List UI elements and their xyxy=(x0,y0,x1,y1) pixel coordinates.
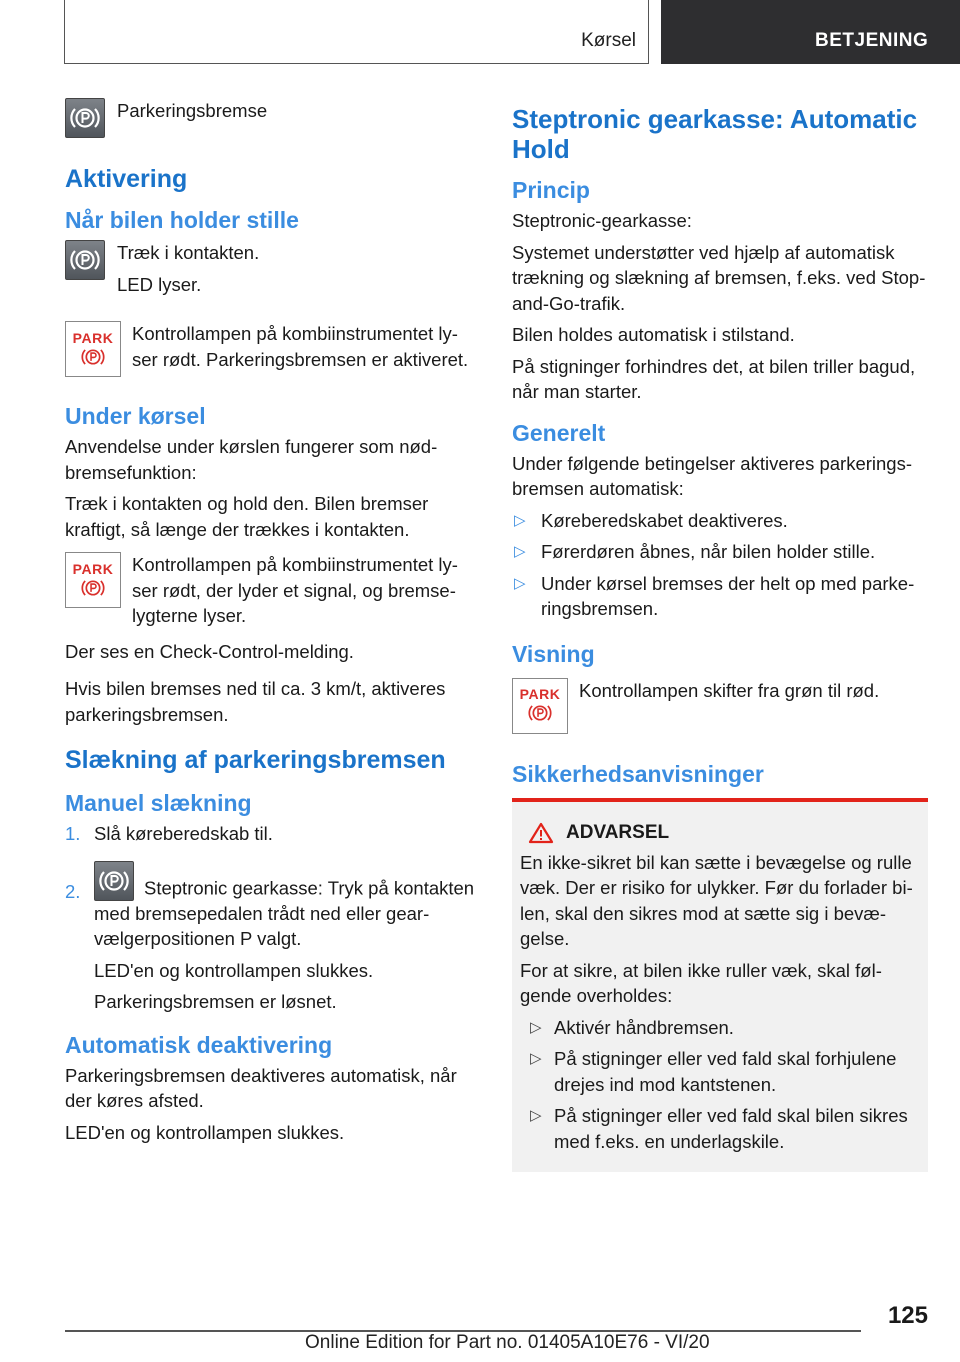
step-number: 2. xyxy=(65,880,81,902)
list-item: ▷ På stigninger eller ved fald skal forhjulene drejes ind mod kantstenen. xyxy=(530,1048,897,1095)
step-text: Slå køreberedskab til. xyxy=(94,823,273,844)
warning-bullets xyxy=(520,1015,920,1155)
step-text: Steptronic gearkasse: Tryk på kontakten med bremsepedalen trådt ned eller gearvælgerpositionen P valgt. xyxy=(94,877,475,949)
bullet-triangle-icon: ▷ xyxy=(514,511,526,529)
driving-text-5: Hvis bilen bremses ned til ca. 3 km/t, aktiveres parkeringsbremsen. xyxy=(65,678,446,725)
bullet-triangle-icon: ▷ xyxy=(514,543,526,560)
general-bullets xyxy=(512,508,928,622)
page-number: 125 xyxy=(887,1302,928,1329)
standing-step-2: LED lyser. xyxy=(117,273,202,295)
principle-text-4: På stigninger forhindres det, at bilen triller bagud, når man starter. xyxy=(512,355,916,402)
principle-text-3: Bilen holdes automatisk i stilstand. xyxy=(512,324,795,345)
driving-text-2: Træk i kontakten og hold den. Bilen bremser kraftigt, så længe der trækkes i kontakten. xyxy=(65,493,429,540)
warning-title: ADVARSEL xyxy=(520,822,920,844)
edition-text: Online Edition for Part no. 01405A10E76 - VI/20 xyxy=(305,1332,710,1353)
driving-lamp-text: Kontrollampen på kombiinstrumentet lyser rødt, der lyder et signal, og bremselygterne lyser. xyxy=(132,554,458,626)
heading-activation: Aktivering xyxy=(65,165,188,193)
park-label: PARK xyxy=(72,329,114,346)
warning-text-2: For at sikre, at bilen ikke ruller væk, skal følgende overholdes: xyxy=(520,959,882,1006)
step-number: 1. xyxy=(65,823,81,844)
left-column xyxy=(65,98,475,1151)
driving-text-1: Anvendelse under kørslen fungerer som nødbremsefunktion: xyxy=(65,436,438,483)
driving-text-4: Der ses en Check-Control-melding. xyxy=(65,640,354,662)
parking-brake-icon xyxy=(94,861,134,901)
right-column xyxy=(512,104,928,1172)
list-item: ▷ Under kørsel bremses der helt op med parkeringsbremsen. xyxy=(514,572,915,619)
bullet-triangle-icon: ▷ xyxy=(530,1018,542,1036)
list-item xyxy=(65,861,475,1015)
list-item xyxy=(65,821,475,847)
section-title: Kørsel xyxy=(581,30,636,51)
standing-lamp-row xyxy=(65,321,475,378)
step-result-2: Parkeringsbremsen er løsnet. xyxy=(94,991,337,1012)
display-text: Kontrollampen skifter fra grøn til rød. xyxy=(579,679,880,701)
intro-row xyxy=(65,98,475,138)
standing-lamp-text: Kontrollampen på kombiinstrumentet lyser rødt. Parkeringsbremsen er aktiveret. xyxy=(132,323,469,370)
list-item: ▷ Aktivér håndbremsen. xyxy=(520,1015,920,1041)
principle-text-2: Systemet understøtter ved hjælp af automatisk trækning og slækning af bremsen, f.eks. ved Stop-and-Go-trafik. xyxy=(512,241,926,314)
heading-general: Generelt xyxy=(512,419,606,446)
warning-text-1: En ikke-sikret bil kan sætte i bevægelse og rulle væk. Der er risiko for ulykker. Før du forlader bilen, skal den sikres mod at sætte sig i bevægelse. xyxy=(520,851,913,949)
intro-label: Parkeringsbremse xyxy=(117,100,268,121)
heading-auto: Automatisk deaktivering xyxy=(65,1031,333,1058)
standing-step-1: Træk i kontakten. xyxy=(117,242,260,263)
warning-box xyxy=(512,798,928,1173)
park-warning-lamp-icon xyxy=(65,552,121,608)
park-label: PARK xyxy=(72,560,114,577)
list-item: ▷ Køreberedskabet deaktiveres. xyxy=(512,508,928,534)
list-item: ▷ På stigninger eller ved fald skal bilen sikres med f.eks. en underlagskile. xyxy=(530,1105,908,1152)
bullet-triangle-icon: ▷ xyxy=(514,574,526,592)
heading-safety: Sikkerhedsanvisninger xyxy=(512,760,764,787)
step-result-1: LED'en og kontrollampen slukkes. xyxy=(94,959,374,981)
auto-text-1: Parkeringsbremsen deaktiveres automatisk, når der køres afsted. xyxy=(65,1064,457,1111)
header-frame xyxy=(64,0,649,64)
general-text: Under følgende betingelser aktiveres parkeringsbremsen automatisk: xyxy=(512,452,913,499)
list-item: ▷ Førerdøren åbnes, når bilen holder stille. xyxy=(512,539,928,565)
heading-standing: Når bilen holder stille xyxy=(65,207,299,233)
heading-automatic-hold: Steptronic gearkasse: Automatic Hold xyxy=(512,104,918,164)
park-warning-lamp-icon xyxy=(512,678,568,734)
heading-display: Visning xyxy=(512,640,595,667)
driving-lamp-row xyxy=(65,552,475,635)
parking-brake-icon xyxy=(65,98,105,138)
parking-brake-icon xyxy=(65,240,105,280)
heading-release: Slækning af parkeringsbremsen xyxy=(65,746,446,774)
park-warning-lamp-icon xyxy=(65,321,121,377)
heading-principle: Princip xyxy=(512,177,590,203)
warning-triangle-icon xyxy=(528,822,554,844)
display-row xyxy=(512,678,928,734)
park-label: PARK xyxy=(519,686,561,702)
chapter-tab: BETJENING xyxy=(661,0,960,64)
auto-text-2: LED'en og kontrollampen slukkes. xyxy=(65,1121,345,1143)
heading-driving: Under kørsel xyxy=(65,403,206,429)
bullet-triangle-icon: ▷ xyxy=(530,1050,542,1067)
standing-row xyxy=(65,240,475,303)
heading-manual: Manuel slækning xyxy=(65,790,252,816)
principle-text-1: Steptronic-gearkasse: xyxy=(512,210,692,231)
bullet-triangle-icon: ▷ xyxy=(530,1107,542,1124)
manual-steps xyxy=(65,821,475,1015)
